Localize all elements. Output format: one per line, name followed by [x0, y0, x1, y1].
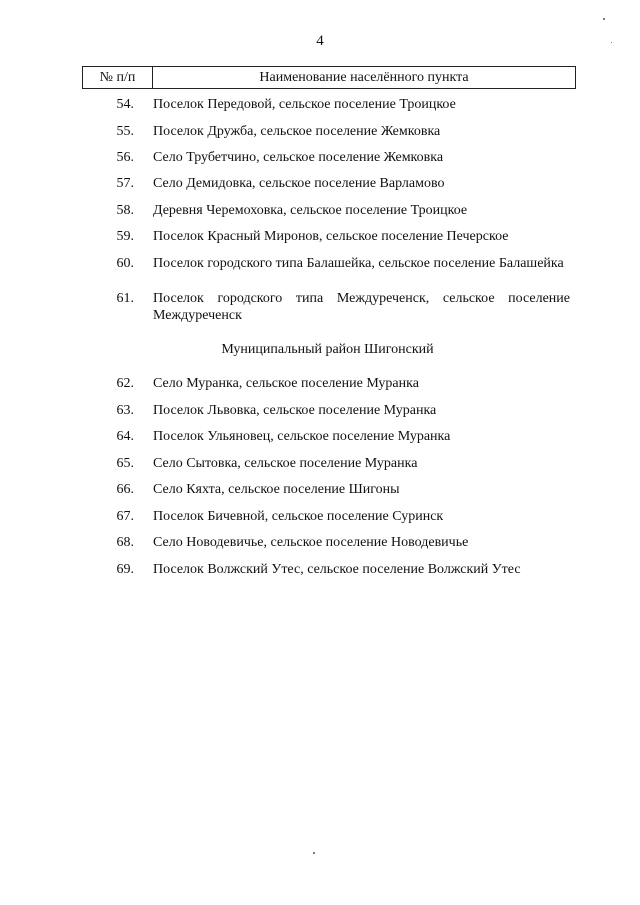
table-row	[100, 149, 570, 166]
table-header	[82, 66, 576, 89]
table-row	[100, 228, 570, 245]
settlement-name: Поселок Красный Миронов, сельское поселение Печерское	[153, 229, 509, 244]
table-row	[100, 481, 570, 498]
row-number: 67.	[116, 509, 134, 524]
settlement-name: Село Новодевичье, сельское поселение Новодевичье	[153, 535, 469, 550]
section-title: Муниципальный район Шигонский	[221, 342, 434, 357]
header-name-column: Наименование населённого пункта	[259, 69, 469, 85]
row-number: 63.	[116, 403, 134, 418]
page-number: 4	[316, 33, 324, 49]
settlement-name: Поселок Львовка, сельское поселение Муранка	[153, 403, 437, 418]
row-number: 65.	[116, 456, 134, 471]
table-row	[100, 175, 570, 192]
table-row	[100, 534, 570, 551]
scan-speck	[611, 42, 612, 43]
settlement-name: Поселок Бичевной, сельское поселение Суринск	[153, 509, 444, 524]
settlement-name: Село Сытовка, сельское поселение Муранка	[153, 456, 418, 471]
row-number: 54.	[116, 97, 134, 112]
table-row	[100, 202, 570, 219]
settlement-name: Деревня Черемоховка, сельское поселение Троицкое	[153, 203, 468, 218]
row-number: 69.	[116, 562, 134, 577]
row-number: 61.	[116, 291, 134, 306]
settlement-name: Поселок городского типа Междуреченск, сельское поселение Междуреченск	[153, 291, 570, 323]
settlement-name: Село Трубетчино, сельское поселение Жемковка	[153, 150, 444, 165]
scan-speck	[313, 852, 315, 854]
row-number: 57.	[116, 176, 134, 191]
table-row	[100, 96, 570, 113]
settlement-name: Поселок городского типа Балашейка, сельское поселение Балашейка	[153, 256, 564, 271]
table-row	[100, 290, 570, 324]
row-number: 58.	[116, 203, 134, 218]
table-row	[100, 255, 570, 272]
settlement-name: Поселок Ульяновец, сельское поселение Муранка	[153, 429, 451, 444]
row-number: 59.	[116, 229, 134, 244]
settlement-name: Поселок Передовой, сельское поселение Троицкое	[153, 97, 456, 112]
settlement-name: Село Кяхта, сельское поселение Шигоны	[153, 482, 400, 497]
row-number: 62.	[116, 376, 134, 391]
table-row	[100, 455, 570, 472]
row-number: 60.	[116, 256, 134, 271]
row-number: 55.	[116, 124, 134, 139]
table-row	[100, 402, 570, 419]
row-number: 64.	[116, 429, 134, 444]
row-number: 68.	[116, 535, 134, 550]
table-row	[100, 428, 570, 445]
settlement-name: Поселок Дружба, сельское поселение Жемковка	[153, 124, 441, 139]
header-number-column: № п/п	[83, 67, 153, 88]
settlement-name: Село Муранка, сельское поселение Муранка	[153, 376, 419, 391]
settlement-name: Поселок Волжский Утес, сельское поселение Волжский Утес	[153, 562, 521, 577]
row-number: 66.	[116, 482, 134, 497]
table-row	[100, 123, 570, 140]
table-row	[100, 561, 570, 578]
scan-speck	[603, 18, 605, 20]
settlement-name: Село Демидовка, сельское поселение Варламово	[153, 176, 445, 191]
table-row	[100, 508, 570, 525]
row-number: 56.	[116, 150, 134, 165]
table-row	[100, 375, 570, 392]
